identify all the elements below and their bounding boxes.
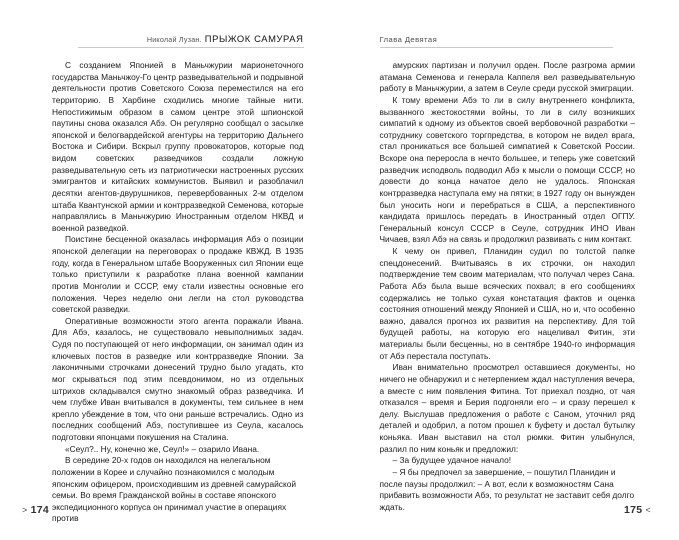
paragraph-dialogue: «Сеул?.. Ну, конечно же, Сеул!» – озарило Ивана. <box>65 443 260 454</box>
paragraph: Оперативные возможности этого агента поражали Ивана. Для Абэ, казалось, не существовало невыполнимых задач. Судя по поступающей от него информации, он занимал один из ключевых постов в разведке или контрразведке Японии. За лаконичными строчками донесений трудно было угадать, кто мог скрываться под этим псевдонимом, но из отдельных штрихов складывался смутно знакомый образ разведчика. И чем глубже Иван вчитывался в документы, тем сильнее в нем крепло убеждение в том, что они раньше встречались. Одно из последних сообщений Абэ, поступившее из Сеула, касалось подготовки японцами покушения на Сталина. <box>52 315 304 442</box>
body-text-right <box>380 60 636 513</box>
running-head-author: Николай Лузан. <box>146 35 202 44</box>
page-right <box>340 0 679 540</box>
folio-mark-icon: < <box>645 505 651 515</box>
paragraph: Поистине бесценной оказалась информация Абэ о позиции японской делегации на переговорах о продаже КВЖД. В 1935 году, когда в Генеральном штабе Вооруженных сил Японии еще только приступили к разработке плана военной кампании против Монголии и СССР, ему стали известны основные его положения. Через неделю они легли на стол руководства советской разведки. <box>52 234 304 315</box>
folio-number: 174 <box>30 504 49 516</box>
header-rule-left <box>78 47 304 48</box>
folio-right <box>624 504 651 516</box>
running-head-book-title: ПРЫЖОК САМУРАЯ <box>204 33 304 44</box>
folio-number: 175 <box>624 504 643 516</box>
paragraph: Иван внимательно просмотрел оставшиеся документы, но ничего не обнаружил и с нетерпением ждал наступления вечера, а вместе с ним появления Фитина. Тот приехал поздно, от чая отказался – время и Берия подгоняли его – и сразу перешел к делу. Выслушав предложения о работе с Саном, уточнил ряд деталей и одобрил, а потом прошел к буфету и достал бутылку коньяка. Иван выставил на стол рюмки. Фитин улыбнулся, разлил по ним коньяк и предложил: <box>379 362 635 454</box>
header-rule-right <box>380 47 614 48</box>
running-head-left <box>52 0 304 47</box>
paragraph: С созданием Японией в Маньчжурии марионеточного государства Маньчжоу-Го центр разведывательной и подрывной деятельности против Советского Союза переместился на его территорию. В Харбине сходились многие тайные нити. Непостижимым образом в самом центре этой шпионской паутины снова оказался Абэ. Он регулярно сообщал о засылке японской и белогвардейской агентуры на территорию Дальнего Востока и Сибири. Вскрыл группу провокаторов, которые под видом советских разведчиков создали ложную разведывательную сеть из патриотически настроенных русских эмигрантов и китайских коммунистов. Выявил и разоблачил десятки агентов-двурушников, перевербованных 2-м отделом штаба Квантунской армии и контрразведкой Семенова, которые направлялись в Маньчжурию Иностранным отделом НКВД и военной разведкой. <box>52 60 304 233</box>
folio-mark-icon: > <box>22 505 28 515</box>
running-head-chapter-title: Глава Девятая <box>379 35 438 44</box>
running-head-right <box>380 0 636 47</box>
paragraph: амурских партизан и получил орден. После разгрома армии атамана Семенова и генерала Каппеля вел разведывательную работу в Маньчжурии, а затем в Сеуле среди русской эмиграции. <box>379 60 635 94</box>
paragraph: К тому времени Абэ то ли в силу внутреннего конфликта, вызванного жестокостями войны, то ли в силу возникших симпатий к одному из объектов своей вербовочной разработки – сотруднику советского торгпредства, в котором не видел врага, стал проникаться все большей симпатией к Советской России. Вскоре она переросла в нечто большее, и теперь уже советский разведчик исподволь подводил Абэ к мысли о помощи СССР, но довести до конца начатое дело не удалось. Японская контрразведка наступала ему на пятки; в 1927 году он вынужден был уносить ноги и перебраться в США, а перспективного кандидата пришлось передать в Иностранный отдел ОГПУ. Генеральный консул СССР в Сеуле, сотрудник ИНО Иван Чичаев, взял Абэ на связь и продолжил развивать с ним контакт. <box>379 94 635 245</box>
paragraph: В середине 20-х годов он находился на нелегальном положении в Корее и случайно познакомился с молодым японским офицером, происходившим из древней самурайской семьи. Во время Гражданской войны в составе японского экспедиционного корпуса он принимал участие в операциях против <box>52 455 296 524</box>
paragraph-dialogue: – За будущее удачное начало! <box>392 455 512 466</box>
body-text-left <box>52 60 304 525</box>
folio-left <box>22 504 49 516</box>
paragraph-dialogue: – Я бы предпочел за завершение, – пошутил Планидин и после паузы продолжил: – А вот, если к возможностям Сана прибавить возможности Абэ, то результат не заставит себя долго ждать. <box>379 466 635 512</box>
paragraph: К чему он привел, Планидин судил по толстой папке спецдонесений. Вчитываясь в их строчки, он находил подтверждение тем своим материалам, что получал через Сана. Работа Абэ была выше всяческих похвал; в его сообщениях содержались не только сухая констатация фактов и оценка состояния отношений между Японией и США, но и, что особенно важно, давался прогноз их развития на перспективу. Для той будущей работы, на которую его нацеливал Фитин, эти материалы были бесценны, но в сентябре 1940-го информация от Абэ перестала поступать. <box>379 246 635 361</box>
